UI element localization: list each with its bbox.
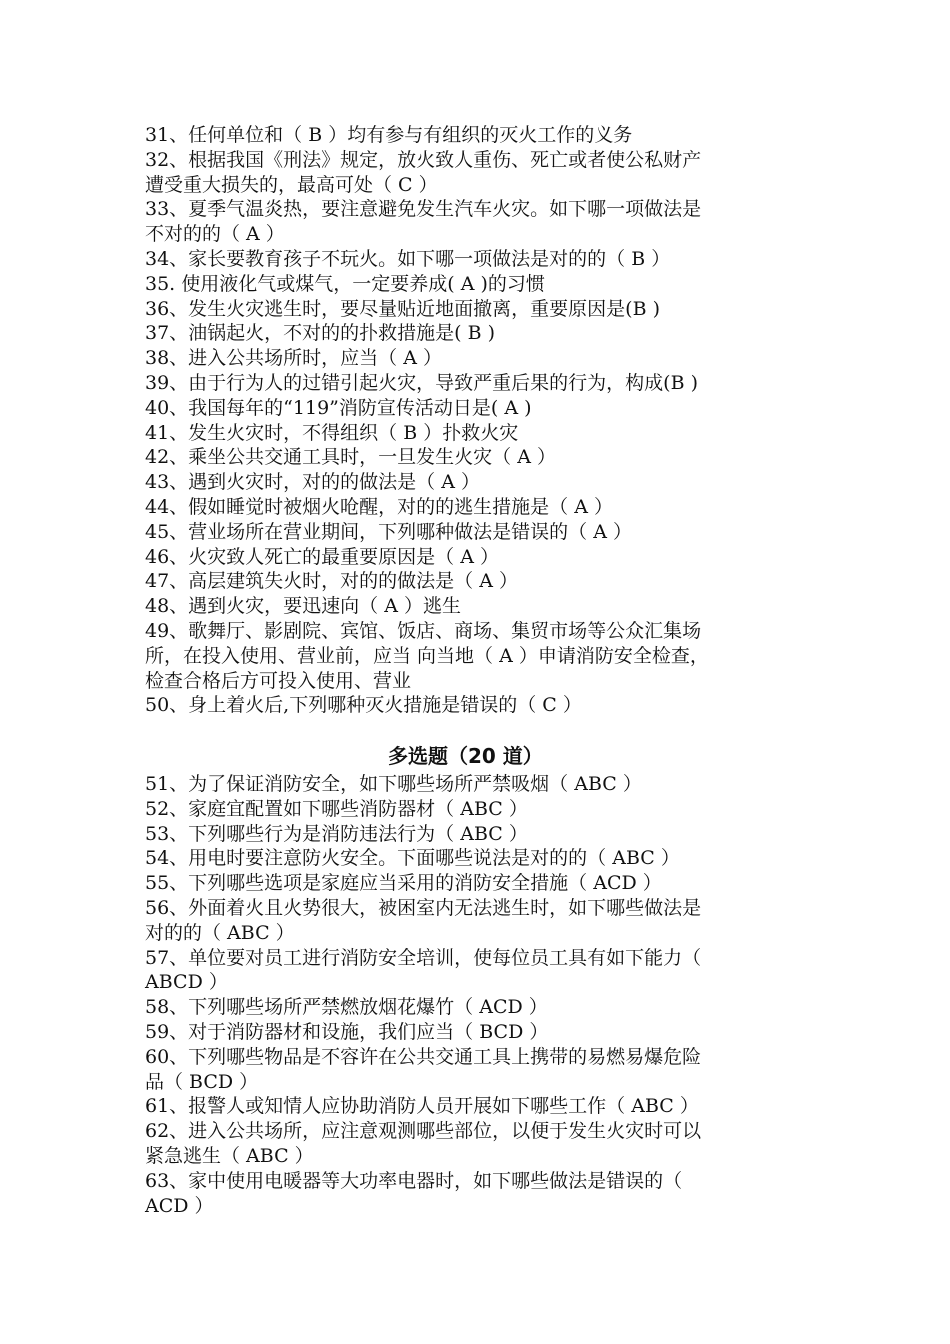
question-line: 35. 使用液化气或煤气，一定要养成( A )的习惯 — [145, 272, 545, 295]
question-line: 44、假如睡觉时被烟火呛醒，对的的逃生措施是（ A ） — [145, 495, 613, 518]
question-line: 42、乘坐公共交通工具时，一旦发生火灾（ A ） — [145, 446, 556, 469]
question-line: ACD ） — [145, 1194, 214, 1217]
question-line: 不对的的（ A ） — [145, 223, 285, 246]
question-line: 61、报警人或知情人应协助消防人员开展如下哪些工作（ ABC ） — [145, 1095, 699, 1118]
question-line: 53、下列哪些行为是消防违法行为（ ABC ） — [145, 822, 528, 845]
question-line: 32、根据我国《刑法》规定，放火致人重伤、死亡或者使公私财产 — [145, 148, 702, 171]
question-line: 33、夏季气温炎热，要注意避免发生汽车火灾。如下哪一项做法是 — [145, 198, 702, 221]
question-line: 56、外面着火且火势很大，被困室内无法逃生时，如下哪些做法是 — [145, 896, 702, 919]
question-line: 38、进入公共场所时，应当（ A ） — [145, 347, 442, 370]
question-line: 60、下列哪些物品是不容许在公共交通工具上携带的易燃易爆危险 — [145, 1045, 702, 1068]
question-line: 47、高层建筑失火时，对的的做法是（ A ） — [145, 570, 518, 593]
question-line: 50、身上着火后,下列哪种灭火措施是错误的（ C ） — [145, 694, 582, 717]
question-line: 45、营业场所在营业期间，下列哪种做法是错误的（ A ） — [145, 520, 632, 543]
question-line: 遭受重大损失的，最高可处（ C ） — [145, 173, 438, 196]
single-choice-list — [145, 123, 817, 718]
question-line: 40、我国每年的“119”消防宣传活动日是( A ) — [145, 396, 532, 419]
question-line: 对的的（ ABC ） — [145, 921, 295, 944]
question-line: 紧急逃生（ ABC ） — [145, 1144, 314, 1167]
question-line: 34、家长要教育孩子不玩火。如下哪一项做法是对的的（ B ） — [145, 247, 671, 270]
question-line: 36、发生火灾逃生时，要尽量贴近地面撤离，重要原因是(B ) — [145, 297, 661, 320]
question-line: 39、由于行为人的过错引起火灾，导致严重后果的行为，构成(B ) — [145, 371, 699, 394]
question-line: 51、为了保证消防安全，如下哪些场所严禁吸烟（ ABC ） — [145, 773, 642, 795]
question-line: 57、单位要对员工进行消防安全培训，使每位员工具有如下能力（ — [145, 946, 702, 969]
question-line: 31、任何单位和（ B ）均有参与有组织的灭火工作的义务 — [145, 124, 633, 146]
question-line: 37、油锅起火，不对的的扑救措施是( B ) — [145, 322, 496, 345]
question-line: 54、用电时要注意防火安全。下面哪些说法是对的的（ ABC ） — [145, 847, 680, 870]
question-line: 63、家中使用电暖器等大功率电器时，如下哪些做法是错误的（ — [145, 1169, 683, 1192]
question-line: 检查合格后方可投入使用、营业 — [145, 669, 412, 692]
question-line: 58、下列哪些场所严禁燃放烟花爆竹（ ACD ） — [145, 996, 548, 1019]
section-heading: 多选题（20 道） — [388, 744, 543, 768]
question-line: 46、火灾致人死亡的最重要原因是（ A ） — [145, 545, 499, 568]
question-line: 52、家庭宜配置如下哪些消防器材（ ABC ） — [145, 797, 528, 820]
question-line: 所，在投入使用、营业前，应当 向当地（ A ）申请消防安全检查， — [145, 644, 709, 667]
question-line: 55、下列哪些选项是家庭应当采用的消防安全措施（ ACD ） — [145, 872, 662, 895]
question-line: 43、遇到火灾时，对的的做法是（ A ） — [145, 471, 480, 494]
question-line: 49、歌舞厅、影剧院、宾馆、饭店、商场、集贸市场等公众汇集场 — [145, 619, 702, 642]
multi-choice-list — [145, 772, 817, 1218]
question-line: 品（ BCD ） — [145, 1070, 259, 1093]
question-line: 48、遇到火灾，要迅速向（ A ）逃生 — [145, 595, 461, 618]
question-line: ABCD ） — [145, 971, 228, 994]
question-line: 41、发生火灾时，不得组织（ B ）扑救火灾 — [145, 421, 519, 444]
question-line: 59、对于消防器材和设施，我们应当（ BCD ） — [145, 1020, 549, 1043]
question-line: 62、进入公共场所，应注意观测哪些部位，以便于发生火灾时可以 — [145, 1120, 702, 1143]
